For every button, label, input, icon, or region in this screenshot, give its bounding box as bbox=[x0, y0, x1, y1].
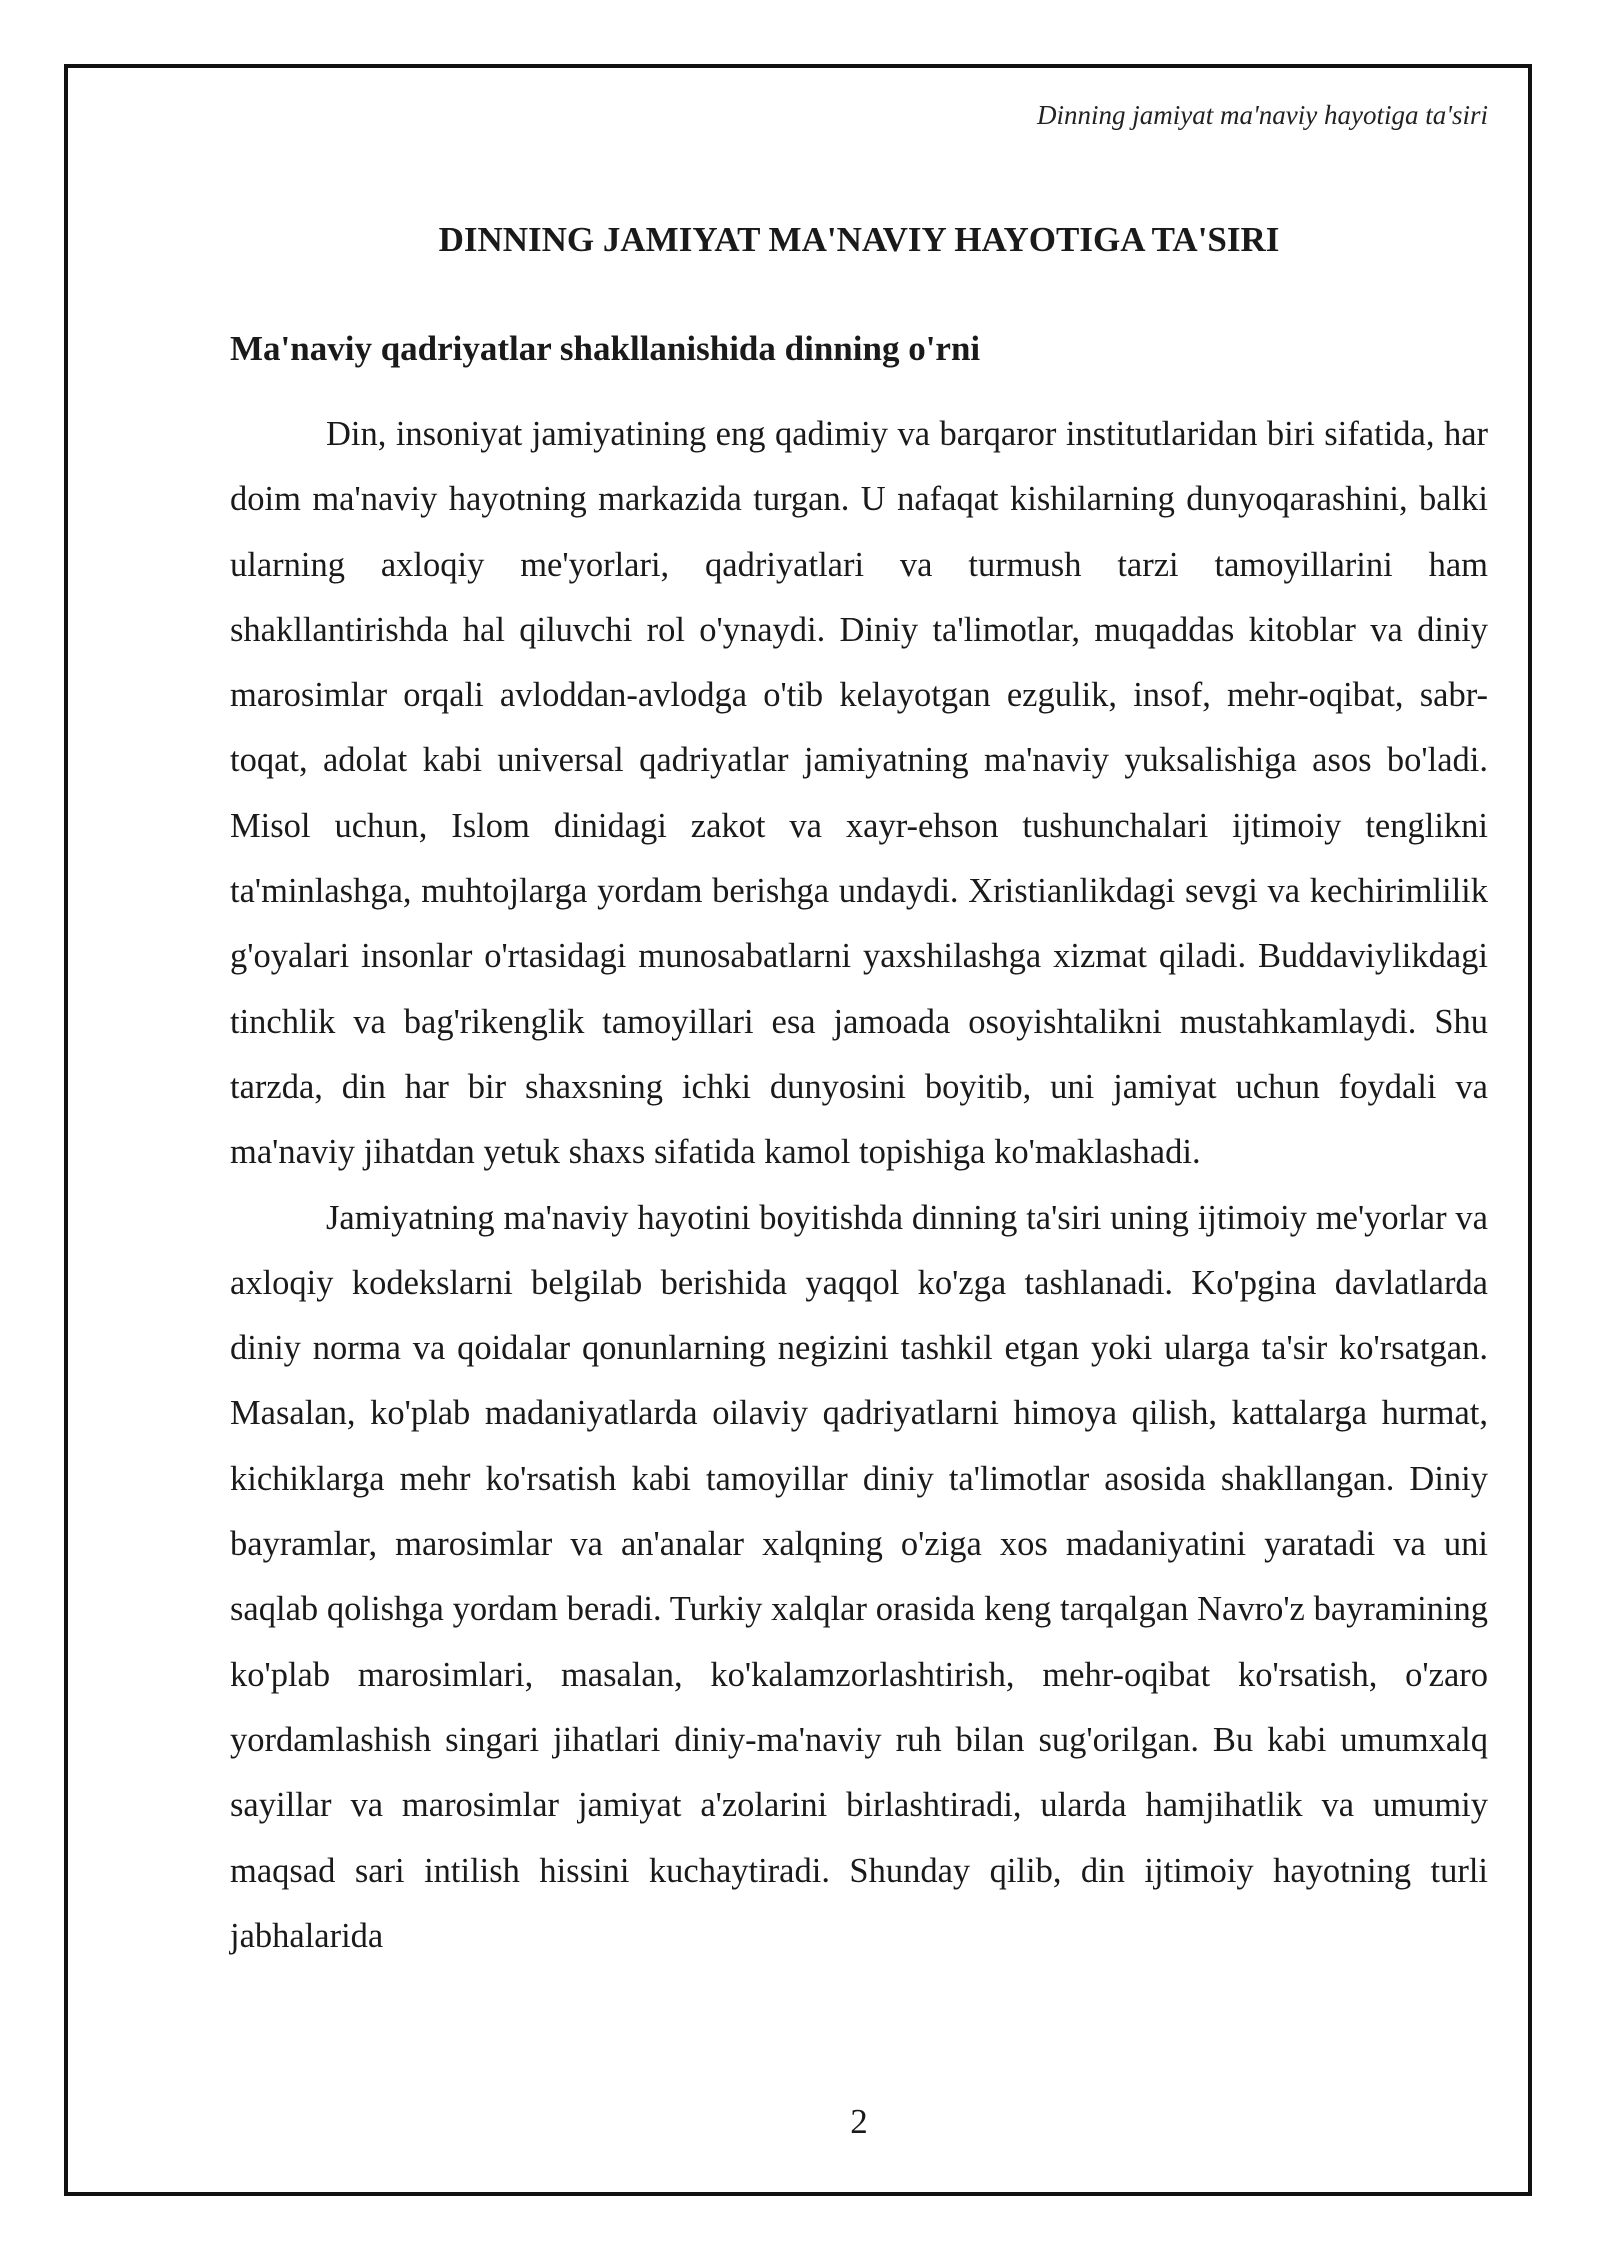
document-title: DINNING JAMIYAT MA'NAVIY HAYOTIGA TA'SIRI bbox=[438, 220, 1280, 259]
running-header: Dinning jamiyat ma'naviy hayotiga ta'siri bbox=[1036, 100, 1488, 130]
body-text bbox=[230, 402, 1488, 1969]
page-number: 2 bbox=[850, 2102, 868, 2141]
paragraph: Jamiyatning ma'naviy hayotini boyitishda dinning ta'siri uning ijtimoiy me'yorlar va axloqiy kodekslarni belgilab berishida yaqqol ko'zga tashlanadi. Ko'pgina davlatlarda diniy norma va qoidalar qonunlarning negizini tashkil etgan yoki ularga ta'sir ko'rsatgan. Masalan, ko'plab madaniyatlarda oilaviy qadriyatlarni himoya qilish, kattalarga hurmat, kichiklarga mehr ko'rsatish kabi tamoyillar diniy ta'limotlar asosida shakllangan. Diniy bayramlar, marosimlar va an'analar xalqning o'ziga xos madaniyatini yaratadi va uni saqlab qolishga yordam beradi. Turkiy xalqlar orasida keng tarqalgan Navro'z bayramining ko'plab marosimlari, masalan, ko'kalamzorlashtirish, mehr-oqibat ko'rsatish, o'zaro yordamlashish singari jihatlari diniy-ma'naviy ruh bilan sug'orilgan. Bu kabi umumxalq sayillar va marosimlar jamiyat a'zolarini birlashtiradi, ularda hamjihatlik va umumiy maqsad sari intilish hissini kuchaytiradi. Shunday qilib, din ijtimoiy hayotning turli jabhalarida bbox=[230, 1198, 1488, 1955]
paragraph: Din, insoniyat jamiyatining eng qadimiy va barqaror institutlaridan biri sifatida, har doim ma'naviy hayotning markazida turgan. U nafaqat kishilarning dunyoqarashini, balki ularning axloqiy me'yorlari, qadriyatlari va turmush tarzi tamoyillarini ham shakllantirishda hal qiluvchi rol o'ynaydi. Diniy ta'limotlar, muqaddas kitoblar va diniy marosimlar orqali avloddan-avlodga o'tib kelayotgan ezgulik, insof, mehr-oqibat, sabr-toqat, adolat kabi universal qadriyatlar jamiyatning ma'naviy yuksalishiga asos bo'ladi. Misol uchun, Islom dinidagi zakot va xayr-ehson tushunchalari ijtimoiy tenglikni ta'minlashga, muhtojlarga yordam berishga undaydi. Xristianlikdagi sevgi va kechirimlilik g'oyalari insonlar o'rtasidagi munosabatlarni yaxshilashga xizmat qiladi. Buddaviylikdagi tinchlik va bag'rikenglik tamoyillari esa jamoada osoyishtalikni mustahkamlaydi. Shu tarzda, din har bir shaxsning ichki dunyosini boyitib, uni jamiyat uchun foydali va ma'naviy jihatdan yetuk shaxs sifatida kamol topishiga ko'maklashadi. bbox=[230, 415, 1488, 1172]
section-heading: Ma'naviy qadriyatlar shakllanishida dinning o'rni bbox=[230, 329, 981, 368]
